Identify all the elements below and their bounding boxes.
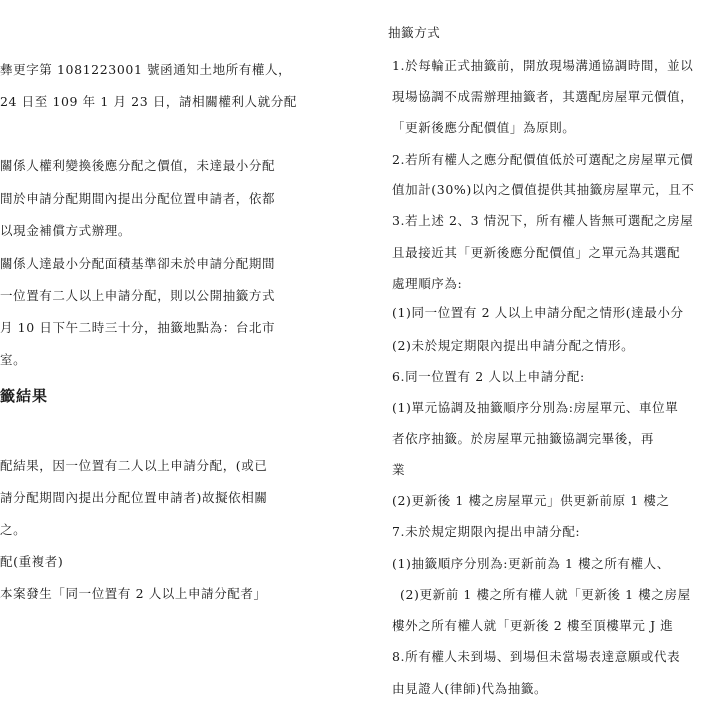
text-line: 關係人達最小分配面積基準卻未於申請分配期間 (0, 256, 276, 271)
text-line: 1.於每輪正式抽籤前，開放現場溝通協調時間，並以 (392, 58, 694, 73)
text-line: 由見證人(律師)代為抽籤。 (392, 681, 548, 696)
text-line: (1)同一位置有 2 人以上申請分配之情形(達最小分 (392, 305, 684, 320)
text-line: 樓外之所有權人就「更新後 2 樓至頂樓單元 J 進 (392, 618, 674, 633)
text-line: (1)單元協調及抽籤順序分別為:房屋單元、車位單 (392, 400, 679, 415)
text-line: 配(重複者) (0, 554, 64, 569)
text-line: 請分配期間內提出分配位置申請者)故擬依相關 (0, 490, 268, 505)
text-line: (2)更新後 1 樓之房屋單元」供更新前原 1 樓之 (392, 493, 670, 508)
text-line: 關係人權利變換後應分配之價值，未達最小分配 (0, 158, 276, 173)
section-heading: 籤結果 (0, 387, 49, 405)
text-line: (1)抽籤順序分別為:更新前為 1 樓之所有權人、 (392, 556, 670, 571)
text-line: 處理順序為: (392, 276, 463, 291)
text-line: (2)未於規定期限內提出申請分配之情形。 (392, 338, 635, 353)
text-line: 且最接近其「更新後應分配價值」之單元為其選配 (392, 245, 681, 260)
text-line: 以現金補償方式辦理。 (0, 223, 132, 238)
text-line: 配結果，因一位置有二人以上申請分配，(或已 (0, 458, 268, 473)
text-line: 室。 (0, 352, 27, 367)
text-line: 之。 (0, 522, 27, 537)
text-line: 月 10 日下午二時三十分，抽籤地點為：台北市 (0, 320, 276, 335)
text-line: 一位置有二人以上申請分配，則以公開抽籤方式 (0, 288, 276, 303)
text-line: 值加計(30%)以內之價值提供其抽籤房屋單元，且不 (392, 182, 695, 197)
text-line: 7.未於規定期限內提出申請分配: (392, 524, 581, 539)
text-line: 者依序抽籤。於房屋單元抽籤協調完畢後，再 (392, 431, 655, 446)
text-line: 彝更字第 1081223001 號函通知土地所有權人， (0, 62, 292, 77)
right-text-column (384, 0, 720, 720)
text-line: 6.同一位置有 2 人以上申請分配: (392, 369, 585, 384)
text-line: 現場協調不成需辦理抽籤者，其選配房屋單元價值， (392, 89, 694, 104)
text-line: 8.所有權人未到場、到場但未當場表達意願或代表 (392, 649, 681, 664)
text-line: 業 (392, 462, 406, 477)
text-line: 「更新後應分配價值」為原則。 (392, 120, 576, 135)
section-heading: 抽籤方式 (388, 25, 441, 40)
text-line: 3.若上述 2、3 情況下，所有權人皆無可選配之房屋 (392, 213, 694, 228)
text-line: 本案發生「同一位置有 2 人以上申請分配者」 (0, 586, 267, 601)
text-line: 間於申請分配期間內提出分配位置申請者，依都 (0, 191, 276, 206)
text-line: 2.若所有權人之應分配價值低於可選配之房屋單元價 (392, 152, 694, 167)
text-line: (2)更新前 1 樓之所有權人就「更新後 1 樓之房屋 (400, 587, 691, 602)
text-line: 24 日至 109 年 1 月 23 日，請相關權利人就分配 (0, 94, 297, 109)
